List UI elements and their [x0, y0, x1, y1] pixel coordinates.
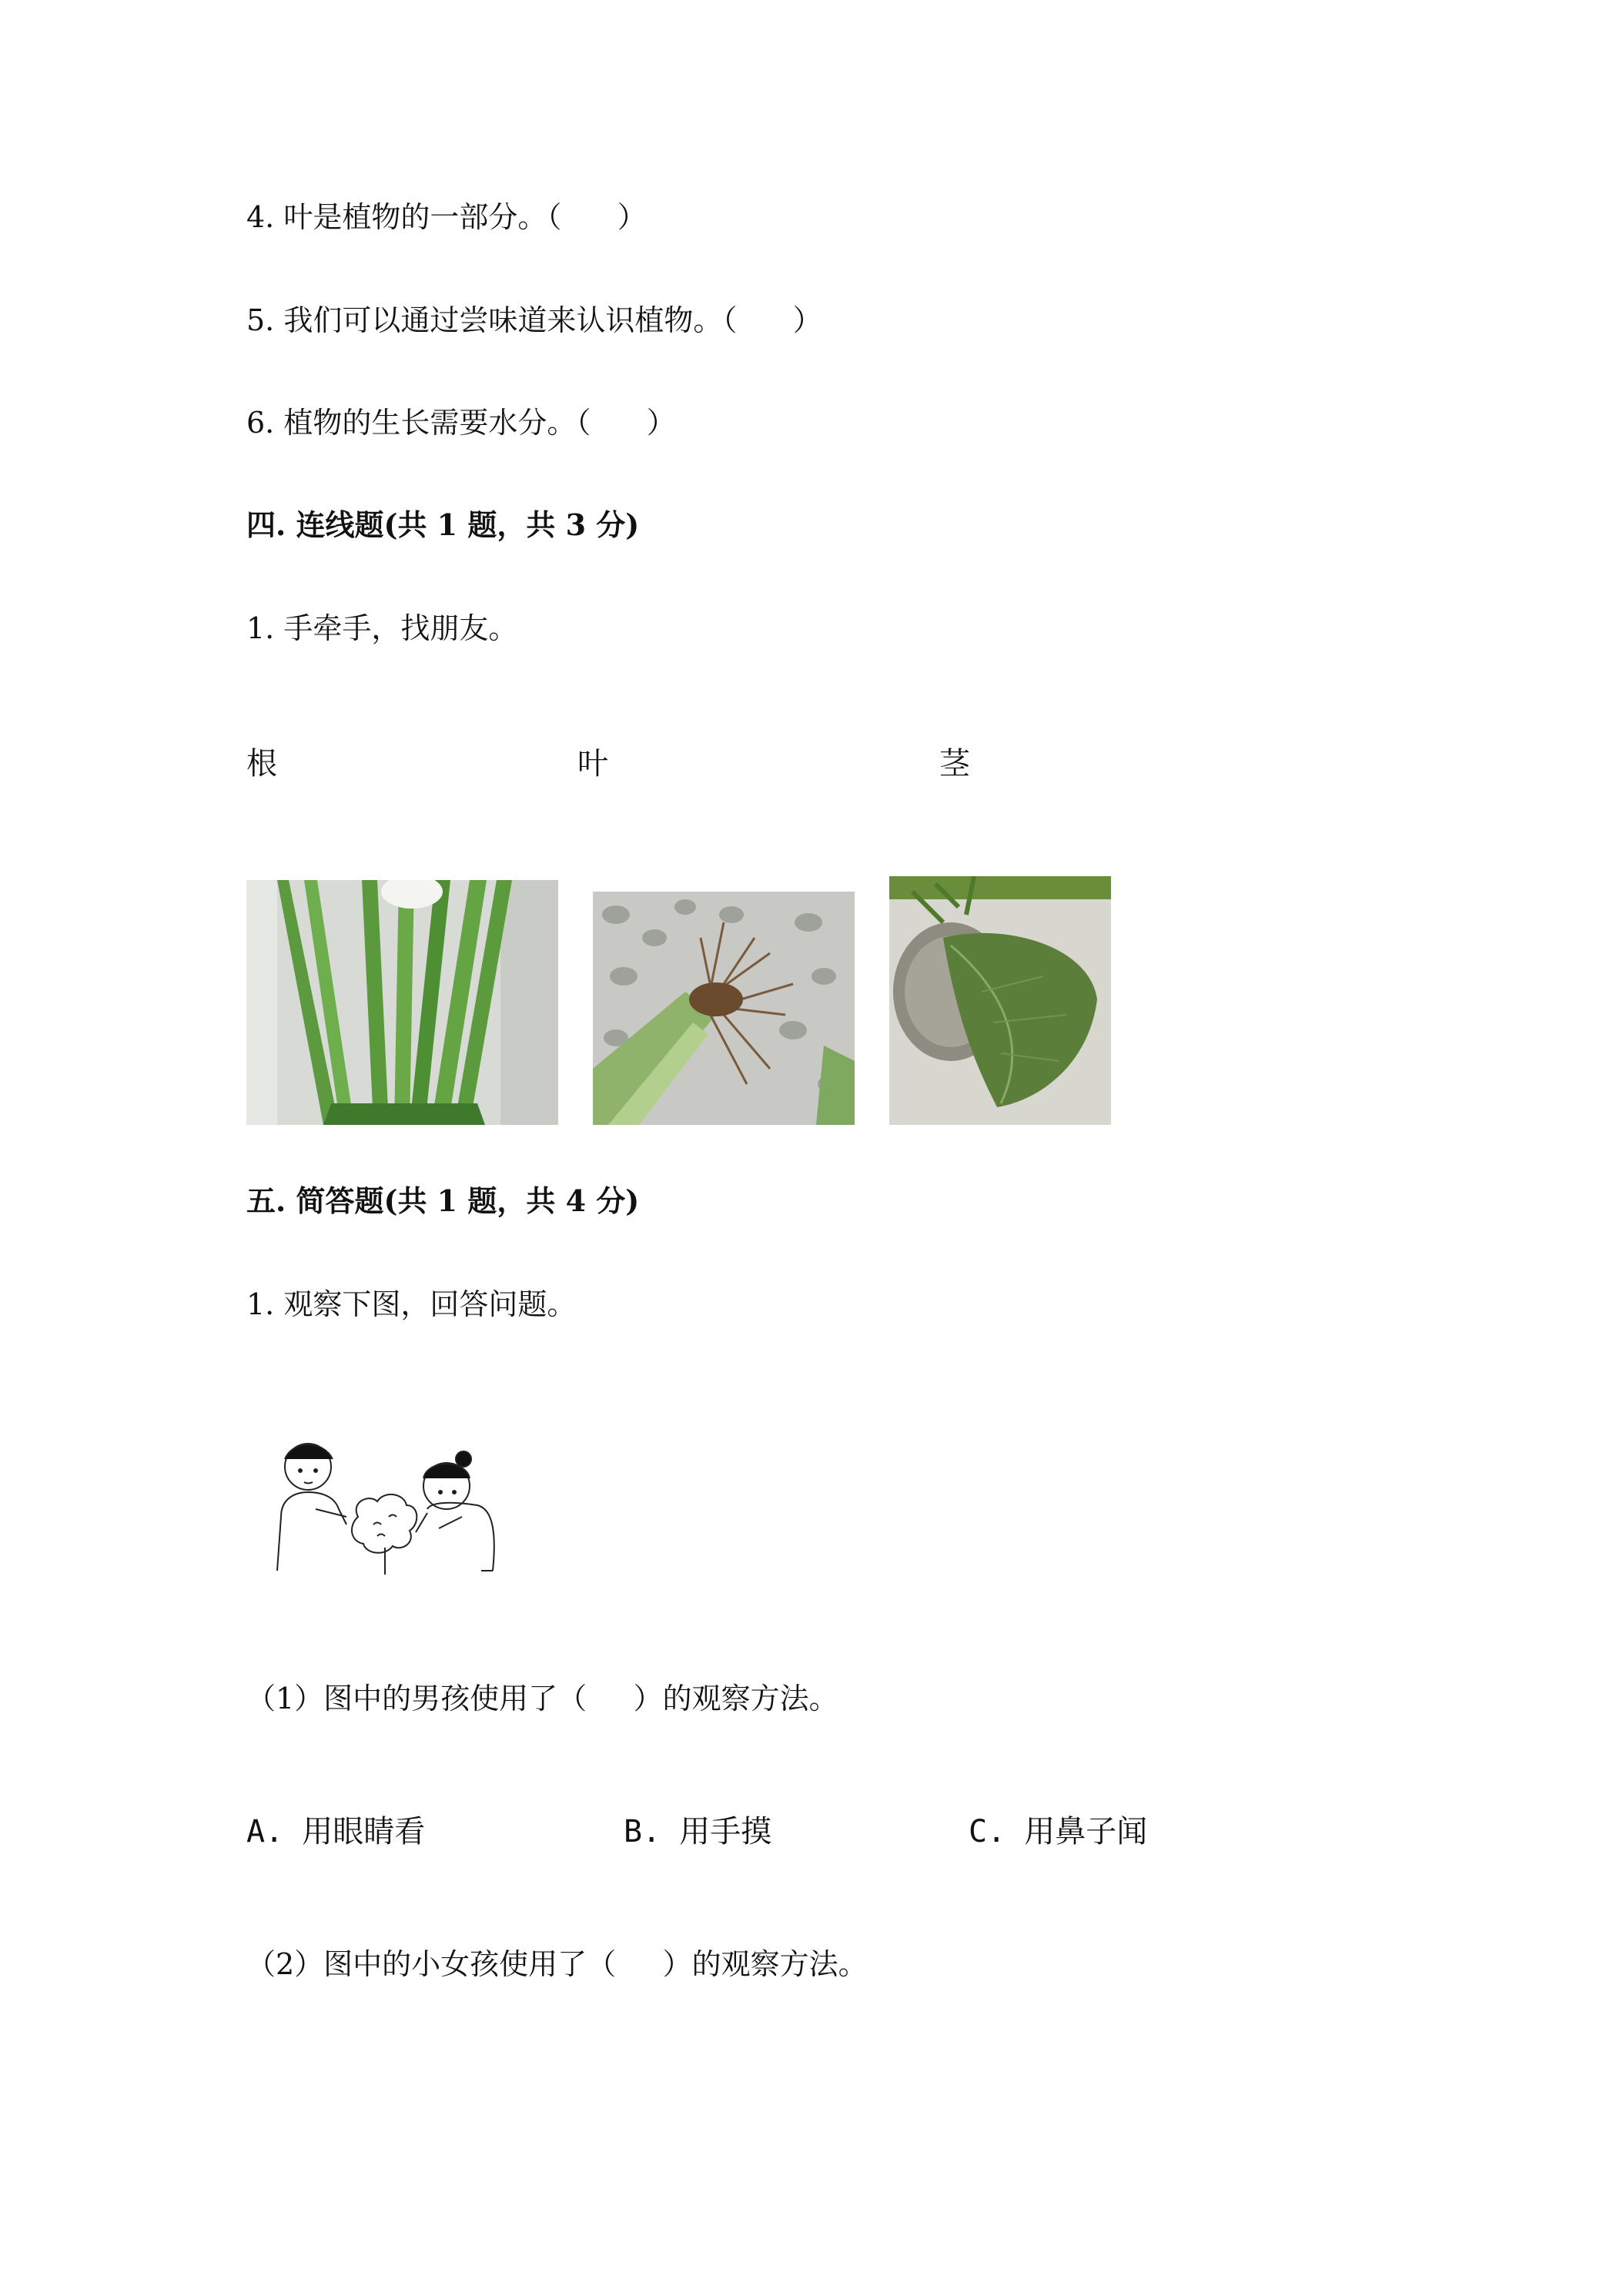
- option-a: A. 用眼睛看: [246, 1814, 426, 1849]
- option-b: B. 用手摸: [624, 1814, 772, 1849]
- match-word-root: 根: [246, 746, 277, 782]
- section-5-question: 1. 观察下图，回答问题。: [246, 1287, 577, 1321]
- root-photo: [593, 892, 855, 1125]
- section-5-heading: 五. 简答题(共 1 题，共 4 分): [246, 1183, 640, 1218]
- sub-question-1: （1）图中的男孩使用了（ ）的观察方法。: [246, 1682, 838, 1715]
- match-word-stem: 茎: [939, 746, 970, 782]
- judgement-item-6: 6. 植物的生长需要水分。（ ）: [246, 406, 676, 440]
- section-4-question: 1. 手牵手，找朋友。: [246, 611, 518, 645]
- judgement-item-5: 5. 我们可以通过尝味道来认识植物。（ ）: [246, 303, 822, 337]
- option-c: C. 用鼻子闻: [969, 1814, 1148, 1849]
- match-word-leaf: 叶: [577, 746, 608, 782]
- children-observing-illustration: [262, 1424, 531, 1578]
- section-4-heading: 四. 连线题(共 1 题，共 3 分): [246, 507, 640, 542]
- judgement-item-4: 4. 叶是植物的一部分。（ ）: [246, 200, 647, 234]
- leaf-photo: [889, 876, 1111, 1125]
- sub-question-2: （2）图中的小女孩使用了（ ）的观察方法。: [246, 1947, 868, 1981]
- stem-photo: [246, 880, 558, 1125]
